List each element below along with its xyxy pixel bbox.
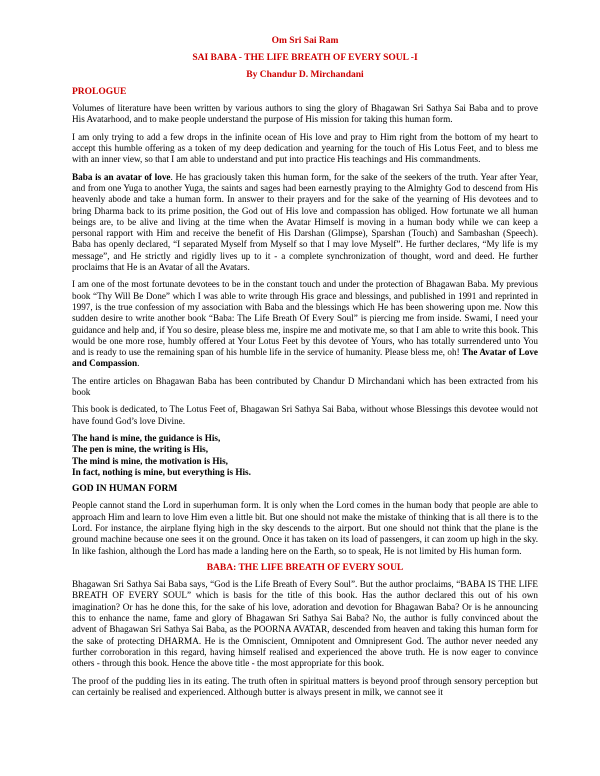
poem-block bbox=[72, 433, 538, 478]
poem-line: The hand is mine, the guidance is His, bbox=[72, 432, 221, 443]
dedication-paragraph: This book is dedicated, to The Lotus Feet of, Bhagawan Sri Sathya Sai Baba, without whose Blessings this devotee would not have found God’s love Divine. bbox=[72, 404, 538, 426]
life-breath-paragraph-2: The proof of the pudding lies in its eating. The truth often in spiritual matters is beyond proof through sensory perception but can certainly be realised and experienced. Although butter is always present in milk, we cannot see it bbox=[72, 675, 538, 697]
life-breath-paragraph-1: Bhagawan Sri Sathya Sai Baba says, “God is the Life Breath of Every Soul”. But the author proclaims, “BABA IS THE LIFE BREATH OF EVERY SOUL” which is basis for the title of this book. Has the author declared this out of his own imagination? Or has he done this, for the sake of his love, adoration and devotion for Bhagawan Baba? Or is he announcing this to enhance the name, fame and glory of Bhagawan Sri Sathya Sai Baba? No, the author is fully convinced about the advent of Bhagawan Sri Sathya Sai Baba, as the POORNA AVATAR, descended from heaven and taking this human form for the sake of protecting DHARMA. He is the Omniscient, Omnipotent and Omnipresent God. The author never needed any further corroboration in this regard, having himself realised and experienced the above truth. He is now eager to convince others - through this book. Hence the above title - the most appropriate for this book. bbox=[72, 579, 538, 669]
om-heading: Om Sri Sai Ram bbox=[271, 36, 339, 46]
prologue-paragraph-3-text: . He has graciously taken this human form, for the sake of the seekers of the truth. Year after Year, and from one Yuga to another Yuga, the saints and sages had been earnestly praying to the Almighty God to descend from His heavenly abode and take a human form. In answer to their prayers and for the sake of the yearning of His devotees and to bring Dharma back to its prime position, the God out of His love and compassion has obliged. How fortunate we all human beings are, to be alive and living at the time when the Avatar Himself is moving in a human body while we can keep a personal rapport with Him and receive the benefit of His Darshan (Glimpse), Sparshan (Touch) and Sambashan (Speech). Baba has openly declared, “I separated Myself from Myself so that I may love Myself”. He further declares, “My life is my message”, and He strictly and rigidly lives up to it - a complete synchronization of thought, word and deed. He further proclaims that He is an Avatar of all the Avatars. bbox=[72, 171, 538, 273]
prologue-paragraph-4 bbox=[72, 279, 538, 369]
prologue-paragraph-2: I am only trying to add a few drops in the infinite ocean of His love and pray to Him right from the bottom of my heart to accept this humble offering as a token of my deep dedication and yearning for the touch of His Lotus Feet, and to bless me with an inner view, so that I am able to understand and put into practice His teachings and His commandments. bbox=[72, 131, 538, 165]
document-title: SAI BABA - THE LIFE BREATH OF EVERY SOUL -I bbox=[192, 53, 418, 64]
poem-line: The pen is mine, the writing is His, bbox=[72, 444, 209, 455]
poem-line: In fact, nothing is mine, but everything is His. bbox=[72, 466, 251, 477]
prologue-paragraph-4-text: I am one of the most fortunate devotees to be in the constant touch and under the protection of Bhagawan Baba. My previous book “Thy Will Be Done” which I was able to write through His grace and blessings, and published in 1991 and reprinted in 1997, is the true confession of my association with Baba and the blessings which He has been showering upon me. Now this sudden desire to write another book “Baba: The Life Breath Of Every Soul” is piercing me from inside. Swami, I need your guidance and help and, if You so desire, please bless me, inspire me and motivate me, so that I am able to write this book. This would be one more rose, humbly offered at Your Lotus Feet by this devotee of Yours, who has totally surrendered unto You and is ready to use the remaining span of his humble life in the service of humanity. Please bless me, oh! bbox=[72, 279, 538, 358]
author-line: By Chandur D. Mirchandani bbox=[246, 69, 364, 80]
poem-line: The mind is mine, the motivation is His, bbox=[72, 455, 228, 466]
prologue-heading: PROLOGUE bbox=[72, 86, 127, 97]
life-breath-heading: BABA: THE LIFE BREATH OF EVERY SOUL bbox=[206, 562, 404, 573]
prologue-paragraph-5: The entire articles on Bhagawan Baba has been contributed by Chandur D Mirchandani which has been extracted from his book bbox=[72, 375, 538, 398]
avatar-of-love-compassion-phrase: The Avatar of Love and Compassion bbox=[72, 347, 538, 369]
prologue-paragraph-1: Volumes of literature have been written by various authors to sing the glory of Bhagawan Sri Sathya Sai Baba and to prove His Avatarhood, and to make people understand the purpose of His mission for taking this human form. bbox=[72, 103, 538, 125]
prologue-paragraph-3 bbox=[72, 172, 538, 274]
avatar-of-love-phrase: Baba is an avatar of love bbox=[72, 171, 171, 182]
god-in-human-form-heading: GOD IN HUMAN FORM bbox=[72, 484, 178, 495]
god-in-human-form-paragraph: People cannot stand the Lord in superhuman form. It is only when the Lord comes in the human body that people are able to approach Him and learn to love Him even a little bit. But one should not make the mistake of thinking that is all there is to the Lord. For instance, the airplane flying high in the sky descends to the airport. But one should not think that the plane is the ground machine because one sees it on the ground. Once it has taken on its load of passengers, it can zoom up high in the sky. In like fashion, although the Lord has made a landing here on the Earth, so to speak, He is not limited by His human form. bbox=[72, 500, 538, 556]
prologue-paragraph-4-end: . bbox=[137, 358, 140, 369]
